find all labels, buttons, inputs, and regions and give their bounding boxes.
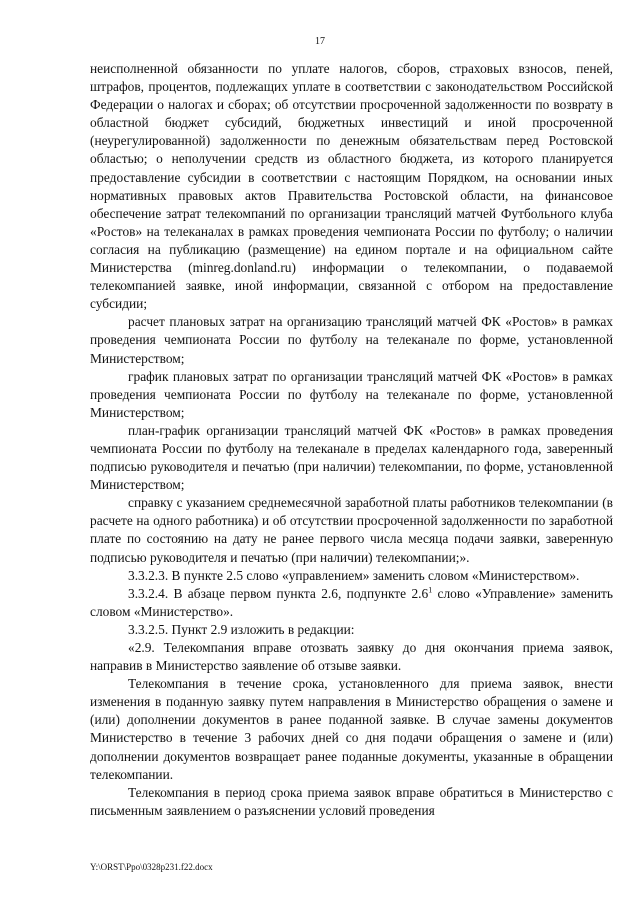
paragraph-3-3-2-4-start: 3.3.2.4. В абзаце первом пункта 2.6, подпункте 2.6 <box>128 585 429 601</box>
paragraph-clarification: Телекомпания в период срока приема заявок вправе обратиться в Министерство с письменным заявлением о разъяснении условий проведения <box>90 784 613 818</box>
paragraph-cost-schedule: график плановых затрат по организации трансляций матчей ФК «Ростов» в рамках проведения чемпионата России по футболу на телеканале по форме, установленной Министерством; <box>90 368 613 420</box>
document-body <box>90 60 613 820</box>
paragraph-salary-certificate: справку с указанием среднемесячной заработной платы работников телекомпании (в расчете на одного работника) и об отсутствии просроченной задолженности по заработной плате по состоянию на дату не ранее первого числа месяца подачи заявки, заверенную подписью руководителя и печатью (при наличии) телекомпании;». <box>90 495 613 565</box>
paragraph-3-3-2-4 <box>90 585 613 621</box>
paragraph-2-9: «2.9. Телекомпания вправе отозвать заявку до дня окончания приема заявок, направив в Министерство заявление об отзыве заявки. <box>90 640 613 674</box>
paragraph-3-3-2-5: 3.3.2.5. Пункт 2.9 изложить в редакции: <box>128 621 355 637</box>
paragraph-continuation: неисполненной обязанности по уплате налогов, сборов, страховых взносов, пеней, штрафов, процентов, подлежащих уплате в соответствии с законодательством Российской Федерации о налогах и сборах; об отсутствии просроченной задолженности по возврату в областной бюджет субсидий, бюджетных инвестиций и иной просроченной (неурегулированной) задолженности по денежным обязательствам перед Ростовской областью; о неполучении средств из областного бюджета, из которого планируется предоставление субсидии в соответствии с настоящим Порядком, на основании иных нормативных правовых актов Правительства Ростовской области, на финансовое обеспечение затрат телекомпаний по организации трансляций матчей Футбольного клуба «Ростов» на телеканалах в рамках проведения чемпионата России по футболу; о наличии согласия на публикацию (размещение) на едином портале и на официальном сайте Министерства (minreg.donland.ru) информации о телекомпании, о подаваемой телекомпанией заявке, иной информации, связанной с отбором на предоставление субсидии; <box>90 61 613 312</box>
paragraph-broadcast-plan: план-график организации трансляций матчей ФК «Ростов» в рамках проведения чемпионата России по футболу на телеканале в пределах календарного года, заверенный подписью руководителя и печатью (при наличии) телекомпании, по форме, установленной Министерством; <box>90 422 613 493</box>
superscript-index: 1 <box>428 585 433 595</box>
footer-file-path: Y:\ORST\Ppo\0328p231.f22.docx <box>90 862 213 872</box>
paragraph-3-3-2-3: 3.3.2.3. В пункте 2.5 слово «управлением» заменить словом «Министерством». <box>128 567 580 583</box>
paragraph-cost-calculation: расчет плановых затрат на организацию трансляций матчей ФК «Ростов» в рамках проведения чемпионата России по футболу на телеканале по форме, установленной Министерством; <box>90 314 613 366</box>
paragraph-3-3-2-4-end: слово «Управление» заменить словом «Министерство». <box>90 585 613 619</box>
paragraph-changes: Телекомпания в течение срока, установленного для приема заявок, внести изменения в поданную заявку путем направления в Министерство обращения о замене и (или) дополнении документов в ранее поданной заявке. В случае замены документов Министерство в течение 3 рабочих дней со дня подачи обращения о замене и (или) дополнении документов возвращает ранее поданные документы, указанные в обращении телекомпании. <box>90 676 613 782</box>
page-number: 17 <box>315 36 325 47</box>
